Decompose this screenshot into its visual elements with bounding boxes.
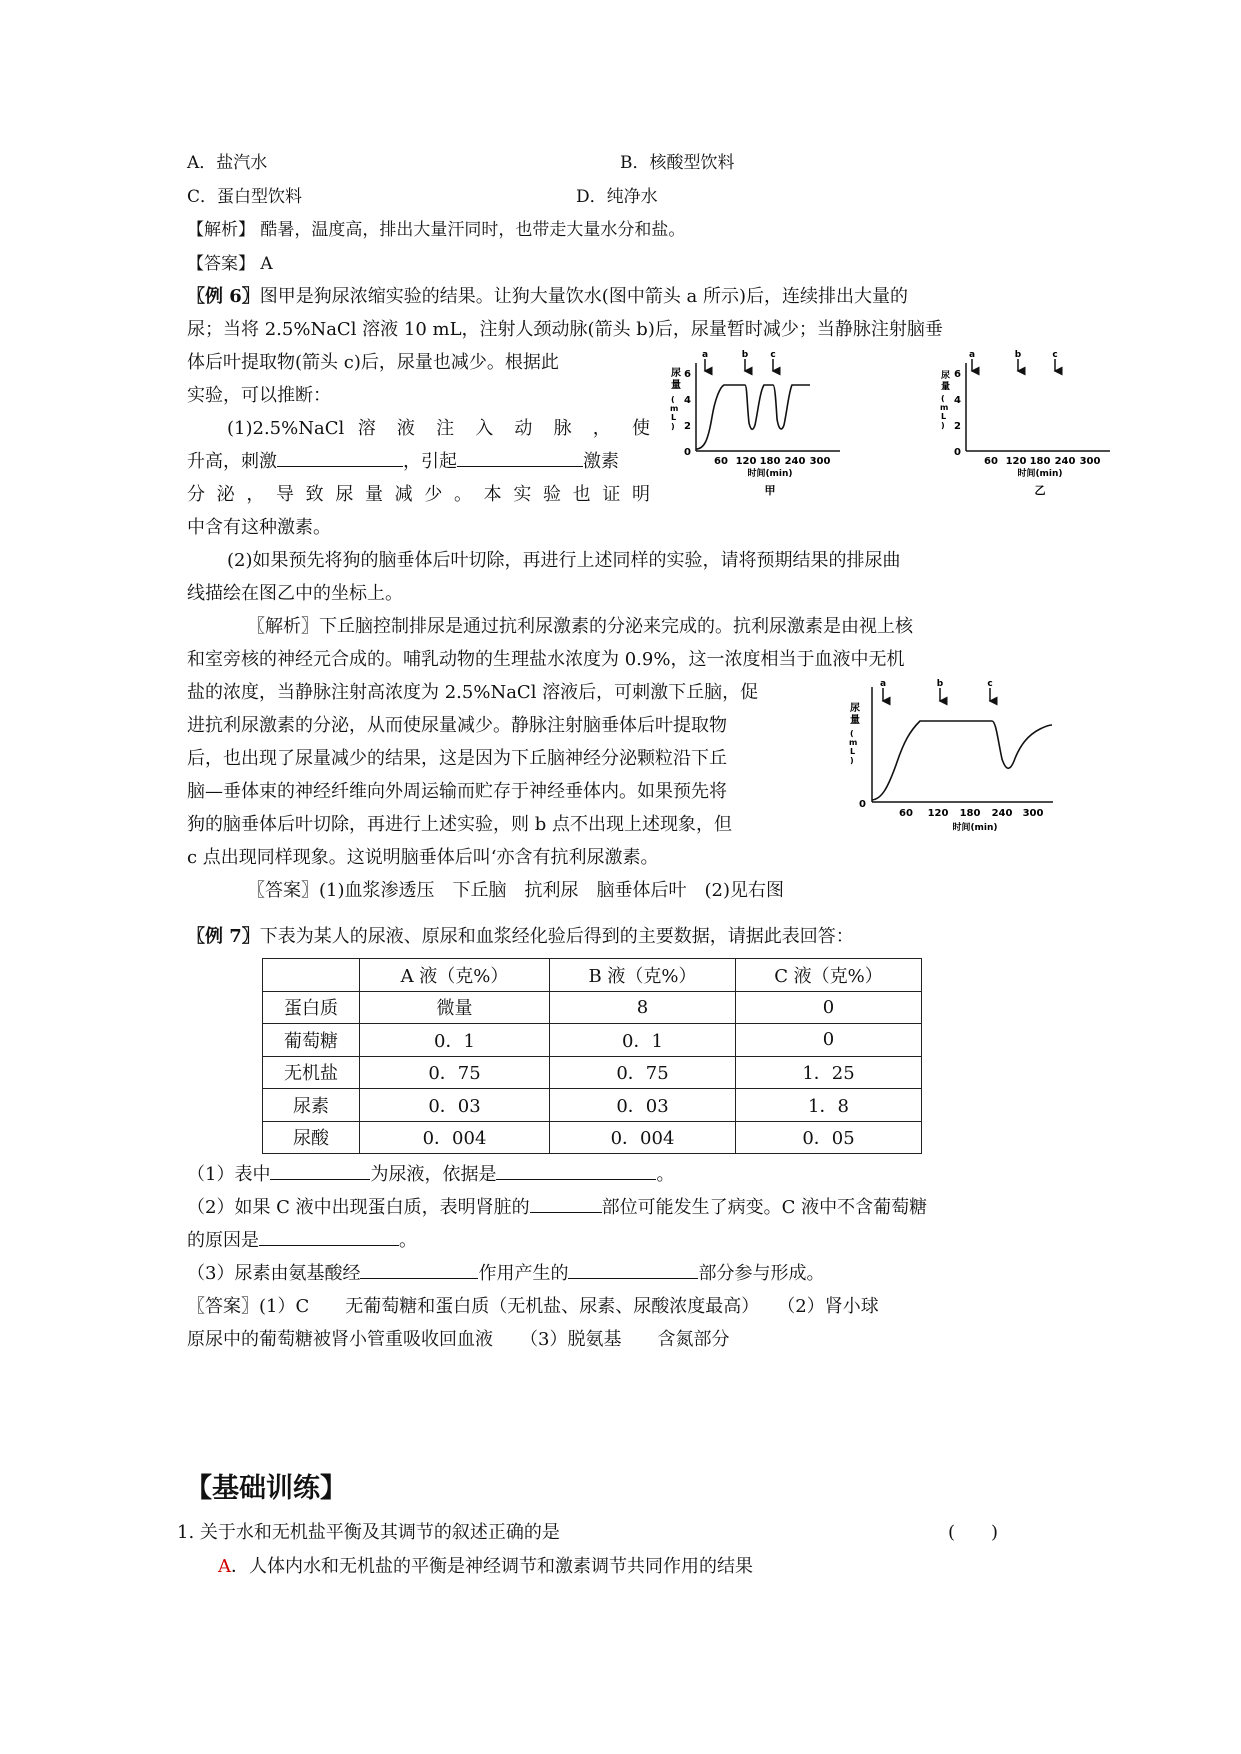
table-header-cell: A 液（克%）: [360, 959, 550, 992]
table-cell: 1．8: [736, 1089, 922, 1122]
table-cell: 葡萄糖: [263, 1024, 360, 1057]
x-tick-label: 180: [1029, 456, 1051, 467]
x-tick-label: 60: [899, 808, 913, 819]
example-7-intro: 〖例 7〗下表为某人的尿液、原尿和血浆经化验后得到的主要数据，请据此表回答：: [187, 926, 854, 947]
table-cell: 0．03: [360, 1089, 550, 1122]
svg-text:量: 量: [850, 715, 860, 726]
example-7-q2: （2）如果 C 液中出现蛋白质，表明肾脏的 部位可能发生了病变。C 液中不含葡萄糖: [187, 1191, 927, 1225]
analysis-line6: 脑—垂体束的神经纤维向外周运输而贮存于神经垂体内。如果预先将: [187, 781, 727, 802]
svg-text:L: L: [671, 413, 677, 422]
table-header-cell: C 液（克%）: [736, 959, 922, 992]
svg-text:量: 量: [671, 380, 681, 391]
table-row: [263, 1089, 922, 1122]
example-6-line1: 〖例 6〗图甲是狗尿浓缩实验的结果。让狗大量饮水(图中箭头 a 所示)后，连续排出大量的: [187, 286, 909, 307]
svg-text:尿: 尿: [941, 371, 951, 381]
answer-curve: [872, 721, 1052, 800]
arrow-label-b: b: [936, 679, 944, 689]
section-heading: 【基础训练】: [185, 1473, 347, 1504]
example-7-answer-line1: 〖答案〗(1）C 无葡萄糖和蛋白质（无机盐、尿素、尿酸浓度最高） （2）肾小球: [187, 1296, 879, 1317]
x-tick-label: 240: [991, 808, 1013, 819]
x-tick-label: 180: [959, 808, 981, 819]
analysis-line7: 狗的脑垂体后叶切除，再进行上述实验，则 b 点不出现上述现象，但: [187, 814, 732, 835]
table-cell: 0．1: [360, 1024, 550, 1057]
blank-basis[interactable]: [496, 1159, 656, 1180]
table-cell: 蛋白质: [263, 991, 360, 1024]
x-tick-label: 120: [927, 808, 949, 819]
table-cell: 0．004: [360, 1121, 550, 1154]
arrow-label-a: a: [701, 350, 709, 360]
x-tick-label: 120: [1005, 456, 1027, 467]
blank-part[interactable]: [568, 1258, 698, 1279]
table-cell: 尿酸: [263, 1121, 360, 1154]
svg-text:m: m: [849, 738, 858, 747]
example-6-q1-line2: 升高，刺激 ，引起 激素: [187, 445, 650, 479]
arrow-label-c: c: [987, 679, 993, 689]
x-tick-label: 240: [784, 456, 806, 467]
example-7-q3: （3）尿素由氨基酸经 作用产生的 部分参与形成。: [187, 1257, 824, 1291]
svg-text:L: L: [941, 412, 947, 421]
data-table: [262, 958, 922, 1154]
figure-answer: [840, 665, 1060, 840]
x-tick-label: 300: [809, 456, 831, 467]
analysis-line3: 盐的浓度，当静脉注射高浓度为 2.5%NaCl 溶液后，可刺激下丘脑，促: [187, 682, 759, 703]
table-cell: 0: [736, 1024, 922, 1057]
example-6-q1-line4: 中含有这种激素。: [187, 517, 331, 538]
example-6-label: 〖例 6〗: [187, 286, 260, 307]
question-1: 1. 关于水和无机盐平衡及其调节的叙述正确的是: [177, 1522, 560, 1543]
example-6-q2-line1: (2)如果预先将狗的脑垂体后叶切除，再进行上述同样的实验，请将预期结果的排尿曲: [227, 550, 901, 571]
svg-text:L: L: [850, 747, 856, 756]
y-tick-label: 4: [954, 395, 961, 406]
y-tick-label: 6: [684, 369, 691, 380]
table-row: [263, 1121, 922, 1154]
x-tick-label: 300: [1079, 456, 1101, 467]
table-cell: 0．03: [550, 1089, 736, 1122]
svg-text:时间(min): 时间(min): [952, 823, 998, 833]
example-7-q1: （1）表中 为尿液，依据是 。: [187, 1158, 674, 1192]
table-cell: 1．25: [736, 1056, 922, 1089]
blank-urine[interactable]: [270, 1159, 370, 1180]
table-header-row: [263, 959, 922, 992]
svg-text:尿: 尿: [850, 703, 860, 714]
y-tick-label: 4: [684, 395, 691, 406]
example-6-line2: 尿；当将 2.5%NaCl 溶液 10 mL，注射人颈动脉(箭头 b)后，尿量暂时减少；当静脉注射脑垂: [187, 319, 943, 340]
question-1-option-a: A．人体内水和无机盐的平衡是神经调节和激素调节共同作用的结果: [218, 1556, 753, 1577]
option-a: A．盐汽水: [187, 153, 268, 173]
example-7-label: 〖例 7〗: [187, 926, 260, 947]
svg-text:m: m: [940, 403, 949, 412]
option-c: C．蛋白型饮料: [187, 187, 303, 207]
figure-yi: [930, 345, 1120, 510]
arrow-label-a: a: [879, 679, 887, 689]
example-6-line3: 体后叶提取物(箭头 c)后，尿量也减少。根据此: [187, 352, 559, 373]
option-d: D．纯净水: [576, 187, 658, 207]
example-6-line4: 实验，可以推断：: [187, 385, 331, 406]
figure-jia: [660, 345, 850, 510]
table-cell: 0: [736, 991, 922, 1024]
svg-text:(: (: [850, 729, 854, 738]
urine-curve: [696, 385, 810, 449]
blank-kidney-part[interactable]: [530, 1192, 602, 1213]
example-7-q2-cont: 的原因是 。: [187, 1224, 417, 1258]
example-7-answer-line2: 原尿中的葡萄糖被肾小管重吸收回血液 （3）脱氨基 含氮部分: [187, 1329, 730, 1350]
table-cell: 0．1: [550, 1024, 736, 1057]
table-row: [263, 991, 922, 1024]
x-tick-label: 180: [759, 456, 781, 467]
svg-text:(: (: [941, 394, 945, 403]
analysis-line5: 后，也出现了尿量减少的结果，这是因为下丘脑神经分泌颗粒沿下丘: [187, 748, 727, 769]
y-tick-label: 0: [859, 799, 866, 810]
example-6-q2-line2: 线描绘在图乙中的坐标上。: [187, 583, 403, 604]
svg-text:m: m: [670, 404, 679, 413]
figure-caption-jia: 甲: [764, 484, 776, 497]
table-cell: 0．004: [550, 1121, 736, 1154]
example-6-q1-line1: (1)2.5%NaCl 溶 液 注 入 动 脉 ， 使: [227, 418, 650, 439]
x-tick-label: 120: [735, 456, 757, 467]
y-tick-label: 0: [684, 447, 691, 458]
x-tick-label: 60: [714, 456, 728, 467]
table-cell: 0．75: [550, 1056, 736, 1089]
analysis-line4: 进抗利尿激素的分泌，从而使尿量减少。静脉注射脑垂体后叶提取物: [187, 715, 727, 736]
svg-text:): ): [941, 421, 945, 430]
option-b: B．核酸型饮料: [620, 153, 735, 173]
x-tick-label: 300: [1022, 808, 1044, 819]
blank-reason[interactable]: [259, 1225, 399, 1246]
blank-process[interactable]: [360, 1258, 478, 1279]
table-cell: 无机盐: [263, 1056, 360, 1089]
svg-text:时间(min): 时间(min): [1017, 469, 1063, 479]
y-axis-label: 尿: [671, 368, 681, 379]
table-row: [263, 1024, 922, 1057]
table-cell: 微量: [360, 991, 550, 1024]
arrow-label-c: c: [1052, 350, 1058, 360]
svg-text:): ): [850, 756, 854, 765]
example-6-answer: 〖答案〗(1)血浆渗透压 下丘脑 抗利尿 脑垂体后叶 (2)见右图: [247, 880, 784, 901]
option-a-letter: A: [218, 1556, 231, 1577]
x-axis-label: 时间(min): [747, 469, 793, 479]
analysis-line1: 〖解析〗下丘脑控制排尿是通过抗利尿激素的分泌来完成的。抗利尿激素是由视上核: [247, 616, 913, 637]
y-tick-label: 2: [684, 421, 691, 432]
table-row: [263, 1056, 922, 1089]
x-tick-label: 240: [1054, 456, 1076, 467]
analysis-line2: 和室旁核的神经元合成的。哺乳动物的生理盐水浓度为 0.9%，这一浓度相当于血液中无机: [187, 649, 905, 670]
blank-stimulus[interactable]: [277, 446, 403, 467]
svg-text:): ): [671, 422, 675, 431]
arrow-label-b: b: [741, 350, 749, 360]
table-cell: 0．05: [736, 1121, 922, 1154]
table-header-cell: [263, 959, 360, 992]
y-tick-label: 0: [954, 447, 961, 458]
q5-answer: 【答案】 A: [187, 254, 273, 274]
svg-text:量: 量: [941, 382, 951, 392]
answer-parentheses: ( ): [948, 1522, 999, 1543]
arrow-label-b: b: [1014, 350, 1022, 360]
blank-hormone[interactable]: [457, 446, 583, 467]
analysis-line8: c 点出现同样现象。这说明脑垂体后叫‘亦含有抗利尿激素。: [187, 847, 659, 868]
figure-caption-yi: 乙: [1034, 484, 1046, 497]
arrow-label-c: c: [770, 350, 776, 360]
x-tick-label: 60: [984, 456, 998, 467]
y-tick-label: 6: [954, 369, 961, 380]
y-tick-label: 2: [954, 421, 961, 432]
table-cell: 尿素: [263, 1089, 360, 1122]
arrow-label-a: a: [968, 350, 976, 360]
q5-analysis: 【解析】 酷暑，温度高，排出大量汗同时，也带走大量水分和盐。: [187, 220, 686, 240]
table-cell: 0．75: [360, 1056, 550, 1089]
table-header-cell: B 液（克%）: [550, 959, 736, 992]
example-6-q1-line3: 分 泌 ， 导 致 尿 量 减 少 。 本 实 验 也 证 明: [187, 484, 650, 505]
table-cell: 8: [550, 991, 736, 1024]
svg-text:(: (: [671, 395, 675, 404]
